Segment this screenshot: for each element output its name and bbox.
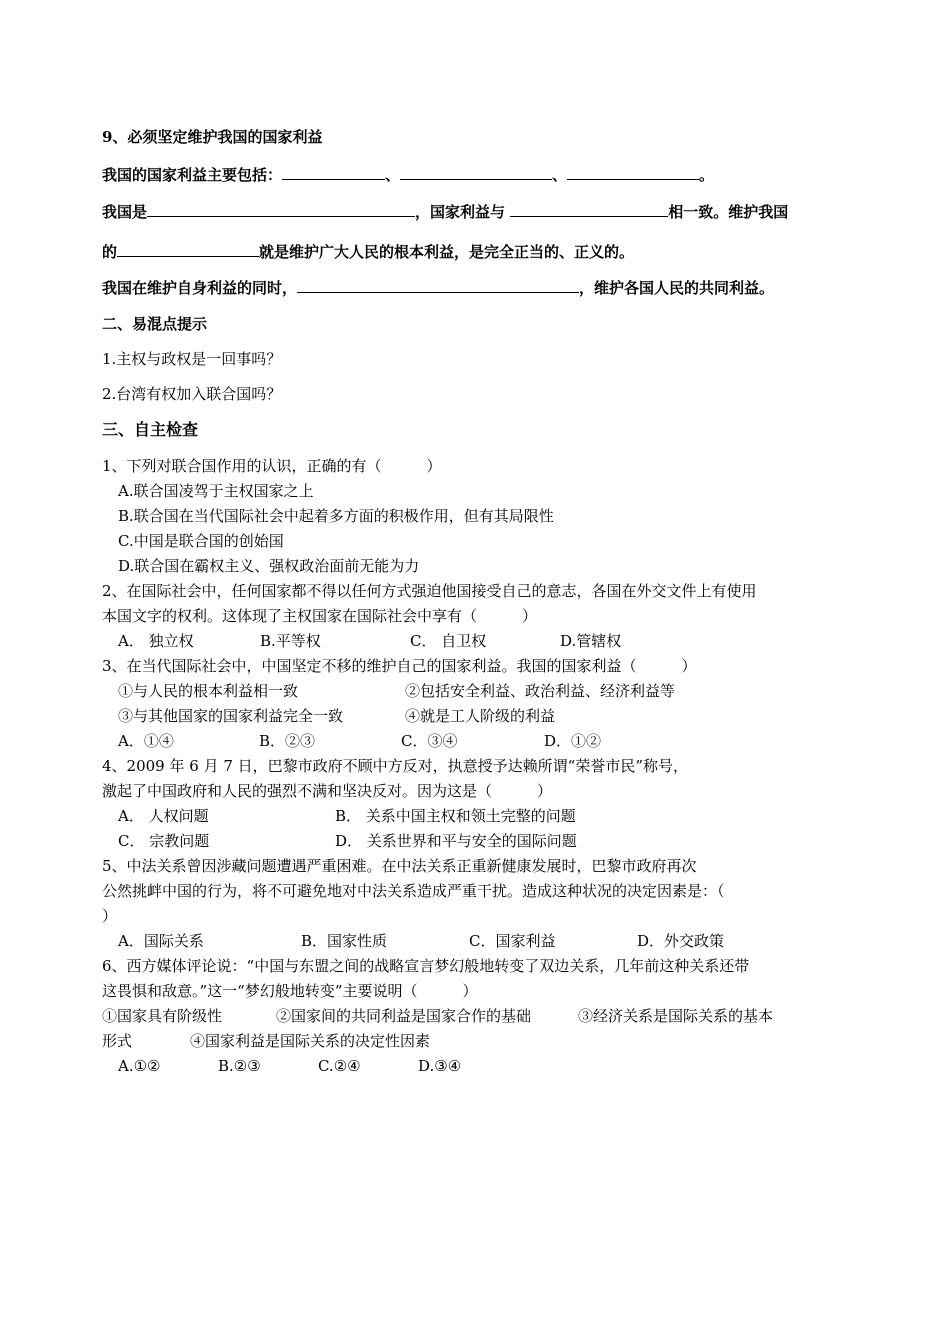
q4-options-row1 (118, 806, 576, 826)
separator: 、 (552, 166, 568, 184)
q5-option-b[interactable]: B．国家性质 (301, 932, 388, 950)
nature-suffix: 相一致。维护我国 (668, 203, 789, 221)
q2-stem-line1: 2、在国际社会中，任何国家都不得以任何方式强迫他国接受自己的意志，各国在外交文件上有使用 (102, 582, 757, 600)
q3-statement-2: ②包括安全利益、政治利益、经济利益等 (405, 682, 676, 700)
q2-option-d[interactable]: D.管辖权 (560, 632, 622, 650)
section9-title: 9、必须坚定维护我国的国家利益 (102, 128, 323, 146)
common-suffix: ，维护各国人民的共同利益。 (579, 279, 775, 297)
q6-statements-2 (102, 1031, 430, 1051)
q5-stem-line2: 公然挑衅中国的行为，将不可避免地对中法关系造成严重干扰。造成这种状况的决定因素是：（ (102, 882, 725, 900)
fill-blank[interactable] (117, 242, 259, 257)
q1-option-c[interactable]: C.中国是联合国的创始国 (118, 532, 284, 550)
q4-option-a[interactable]: A． 人权问题 (118, 807, 209, 825)
q3-option-b[interactable]: B．②③ (259, 732, 316, 750)
maintain-line (102, 242, 634, 262)
q5-option-a[interactable]: A．国际关系 (118, 932, 204, 950)
maintain-suffix: 就是维护广大人民的根本利益，是完全正当的、正义的。 (259, 243, 635, 261)
fill-blank[interactable] (510, 202, 668, 217)
common-prefix: 我国在维护自身利益的同时， (102, 279, 298, 297)
q4-stem-line2: 激起了中国政府和人民的强烈不满和坚决反对。因为这是（ ） (102, 782, 553, 800)
q6-stem-line1: 6、西方媒体评论说：“中国与东盟之间的战略宣言梦幻般地转变了双边关系，几年前这种关系还带 (102, 957, 750, 975)
q3-option-d[interactable]: D．①② (544, 732, 602, 750)
q6-option-a[interactable]: A.①② (118, 1057, 161, 1075)
fill-blank[interactable] (297, 278, 579, 293)
confusion-q1: 1.主权与政权是一回事吗？ (102, 350, 282, 368)
nature-prefix: 我国是 (102, 203, 148, 221)
q4-options-row2 (118, 831, 577, 851)
q6-statement-3-cont: 形式 (102, 1032, 133, 1050)
q4-option-c[interactable]: C． 宗教问题 (118, 832, 210, 850)
fill-blank[interactable] (282, 165, 385, 180)
period: 。 (699, 166, 715, 184)
q3-options (118, 731, 601, 751)
q3-statement-4: ④就是工人阶级的利益 (405, 707, 556, 725)
q2-option-c[interactable]: C． 自卫权 (410, 632, 487, 650)
fill-blank[interactable] (567, 165, 699, 180)
q4-option-b[interactable]: B． 关系中国主权和领土完整的问题 (335, 807, 576, 825)
q6-statement-2: ②国家间的共同利益是国家合作的基础 (276, 1007, 532, 1025)
q3-statement-1: ①与人民的根本利益相一致 (118, 682, 299, 700)
fill-blank[interactable] (147, 202, 415, 217)
interests-prefix: 我国的国家利益主要包括： (102, 166, 283, 184)
q5-option-c[interactable]: C．国家利益 (469, 932, 556, 950)
q1-option-a[interactable]: A.联合国凌驾于主权国家之上 (118, 482, 314, 500)
q6-statements-1 (102, 1006, 773, 1026)
q4-option-d[interactable]: D． 关系世界和平与安全的国际问题 (335, 832, 577, 850)
nature-line (102, 202, 788, 222)
q6-option-b[interactable]: B.②③ (218, 1057, 261, 1075)
section2-title: 二、易混点提示 (102, 315, 208, 333)
q5-option-d[interactable]: D．外交政策 (637, 932, 725, 950)
common-interest-line (102, 278, 774, 298)
q6-statement-3: ③经济关系是国际关系的基本 (578, 1007, 774, 1025)
fill-blank[interactable] (400, 165, 552, 180)
section3-title: 三、自主检查 (102, 420, 199, 439)
q2-options (118, 631, 621, 651)
q1-stem: 1、下列对联合国作用的认识，正确的有（ ） (102, 457, 442, 475)
q6-statement-1: ①国家具有阶级性 (102, 1007, 223, 1025)
q3-option-a[interactable]: A．①④ (118, 732, 174, 750)
nature-mid: ，国家利益与 (415, 203, 506, 221)
q3-option-c[interactable]: C．③④ (401, 732, 458, 750)
q3-statements-1 (118, 681, 675, 701)
separator: 、 (385, 166, 401, 184)
q2-option-b[interactable]: B.平等权 (260, 632, 321, 650)
q2-stem-line2: 本国文字的权利。这体现了主权国家在国际社会中享有（ ） (102, 607, 538, 625)
q6-options (118, 1056, 461, 1076)
q1-option-b[interactable]: B.联合国在当代国际社会中起着多方面的积极作用，但有其局限性 (118, 507, 554, 525)
q2-option-a[interactable]: A． 独立权 (118, 632, 194, 650)
q5-stem-line3: ） (102, 907, 118, 925)
interests-line (102, 165, 714, 185)
q5-stem-line1: 5、中法关系曾因涉藏问题遭遇严重困难。在中法关系正重新健康发展时，巴黎市政府再次 (102, 857, 697, 875)
q6-option-c[interactable]: C.②④ (318, 1057, 361, 1075)
q3-statement-3: ③与其他国家的国家利益完全一致 (118, 707, 344, 725)
maintain-prefix: 的 (102, 243, 118, 261)
q6-option-d[interactable]: D.③④ (418, 1057, 462, 1075)
q3-statements-2 (118, 706, 555, 726)
confusion-q2: 2.台湾有权加入联合国吗？ (102, 385, 282, 403)
q3-stem: 3、在当代国际社会中，中国坚定不移的维护自己的国家利益。我国的国家利益（ ） (102, 657, 697, 675)
q1-option-d[interactable]: D.联合国在霸权主义、强权政治面前无能为力 (118, 557, 420, 575)
q6-stem-line2: 这畏惧和敌意。”这一“梦幻般地转变”主要说明（ ） (102, 982, 478, 1000)
q6-statement-4: ④国家利益是国际关系的决定性因素 (190, 1032, 431, 1050)
q5-options (118, 931, 724, 951)
q4-stem-line1: 4、2009 年 6 月 7 日，巴黎市政府不顾中方反对，执意授予达赖所谓“荣誉市民”称号， (102, 757, 688, 775)
